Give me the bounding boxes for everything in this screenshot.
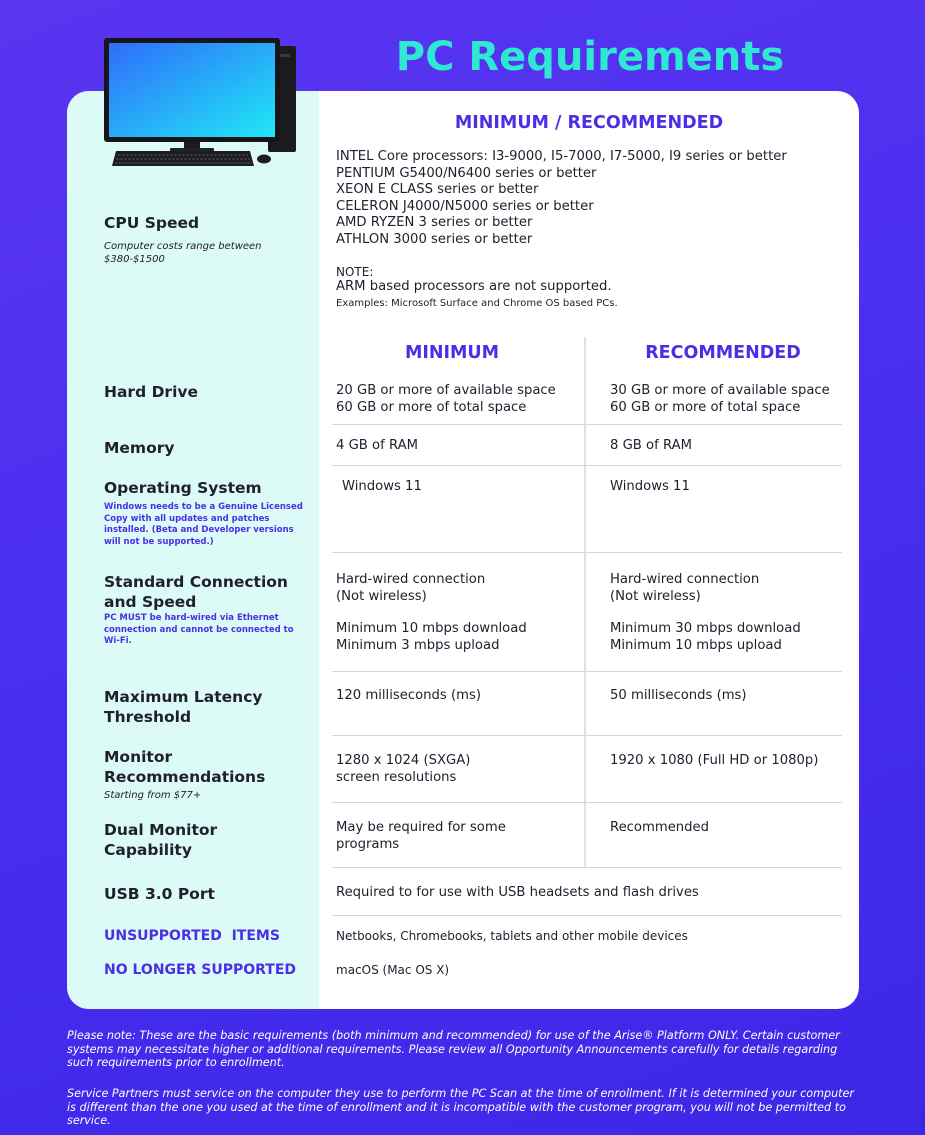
os-minimum: Windows 11 (342, 479, 422, 494)
cpu-note-label: NOTE: (336, 265, 374, 279)
os-label: Operating System (104, 479, 262, 497)
memory-label: Memory (104, 439, 175, 457)
cpu-line: INTEL Core processors: I3-9000, I5-7000, I7-5000, I9 series or better (336, 149, 787, 164)
unsupported-label: UNSUPPORTED ITEMS (104, 928, 280, 944)
cpu-line: CELERON J4000/N5000 series or better (336, 198, 594, 214)
latency-label: Maximum Latency Threshold (104, 688, 263, 726)
latency-recommended: 50 milliseconds (ms) (610, 688, 747, 703)
minimum-column-header: MINIMUM (404, 343, 500, 363)
no-longer-supported-label: NO LONGER SUPPORTED (104, 962, 297, 978)
cpu-list (336, 149, 846, 248)
cpu-note-examples: Examples: Microsoft Surface and Chrome OS based PCs. (336, 298, 618, 309)
hard-drive-recommended: 30 GB or more of available space 60 GB or more of total space (610, 383, 830, 415)
unsupported-value: Netbooks, Chromebooks, tablets and other mobile devices (336, 929, 688, 943)
os-note: Windows needs to be a Genuine Licensed Copy with all updates and patches installed. (Beta and Developer versions will not be supported.) (104, 502, 303, 547)
os-recommended: Windows 11 (610, 479, 690, 494)
cpu-note-text: ARM based processors are not supported. (336, 279, 612, 294)
monitor-label: Monitor Recommendations (104, 748, 266, 786)
mouse (257, 155, 271, 164)
desktop-computer-icon (104, 38, 304, 170)
monitor-recommended: 1920 x 1080 (Full HD or 1080p) (610, 753, 819, 768)
monitor-screen (109, 43, 275, 137)
row-divider (332, 671, 842, 672)
monitor-note: Starting from $77+ (104, 790, 202, 801)
connection-recommended-speed: Minimum 30 mbps download Minimum 10 mbps upload (610, 621, 801, 653)
memory-minimum: 4 GB of RAM (336, 438, 418, 453)
row-divider (332, 424, 842, 425)
page-title: PC Requirements (395, 34, 785, 80)
row-divider (332, 465, 842, 466)
no-longer-supported-value: macOS (Mac OS X) (336, 963, 450, 977)
min-rec-header: MINIMUM / RECOMMENDED (454, 113, 724, 133)
cpu-line: XEON E CLASS series or better (336, 182, 539, 197)
footer-note-1: Please note: These are the basic requirements (both minimum and recommended) for use of the Arise® Platform ONLY. Certain customer systems may necessitate higher or additional requirements. Please review all Opportunity Announcements carefully for details regarding such requirements prior to enrollment. (67, 1029, 840, 1069)
cpu-line: ATHLON 3000 series or better (336, 231, 533, 247)
column-divider (584, 337, 586, 867)
row-divider (332, 915, 842, 916)
hard-drive-label: Hard Drive (104, 383, 199, 401)
connection-minimum-type: Hard-wired connection (Not wireless) (336, 572, 486, 604)
dual-monitor-recommended: Recommended (610, 820, 710, 835)
row-divider (332, 552, 842, 553)
cpu-label: CPU Speed (104, 214, 200, 232)
row-divider (332, 867, 842, 868)
hard-drive-minimum: 20 GB or more of available space 60 GB or more of total space (336, 383, 556, 415)
recommended-column-header: RECOMMENDED (645, 343, 801, 363)
connection-note: PC MUST be hard-wired via Ethernet connection and cannot be connected to Wi-Fi. (104, 613, 294, 646)
cpu-line: AMD RYZEN 3 series or better (336, 215, 533, 230)
requirements-card (67, 91, 859, 1009)
cpu-cost-note: Computer costs range between $380-$1500 (104, 241, 262, 265)
dual-monitor-label: Dual Monitor Capability (104, 821, 218, 859)
usb-value: Required to for use with USB headsets and flash drives (336, 885, 699, 900)
connection-recommended-type: Hard-wired connection (Not wireless) (610, 572, 760, 604)
row-divider (332, 735, 842, 736)
connection-label: Standard Connection and Speed (104, 573, 288, 611)
cpu-line: PENTIUM G5400/N6400 series or better (336, 165, 597, 181)
latency-minimum: 120 milliseconds (ms) (336, 688, 481, 703)
footer-note-2: Service Partners must service on the computer they use to perform the PC Scan at the time of enrollment. If it is determined your computer is different than the one you used at the time of enrollment and it is incompatible with the customer program, you will not be permitted to service. (67, 1087, 855, 1127)
row-divider (332, 802, 842, 803)
memory-recommended: 8 GB of RAM (610, 438, 692, 453)
dual-monitor-minimum: May be required for some programs (336, 820, 506, 852)
monitor-minimum: 1280 x 1024 (SXGA) screen resolutions (336, 753, 471, 785)
usb-label: USB 3.0 Port (104, 885, 215, 903)
connection-minimum-speed: Minimum 10 mbps download Minimum 3 mbps upload (336, 621, 527, 653)
